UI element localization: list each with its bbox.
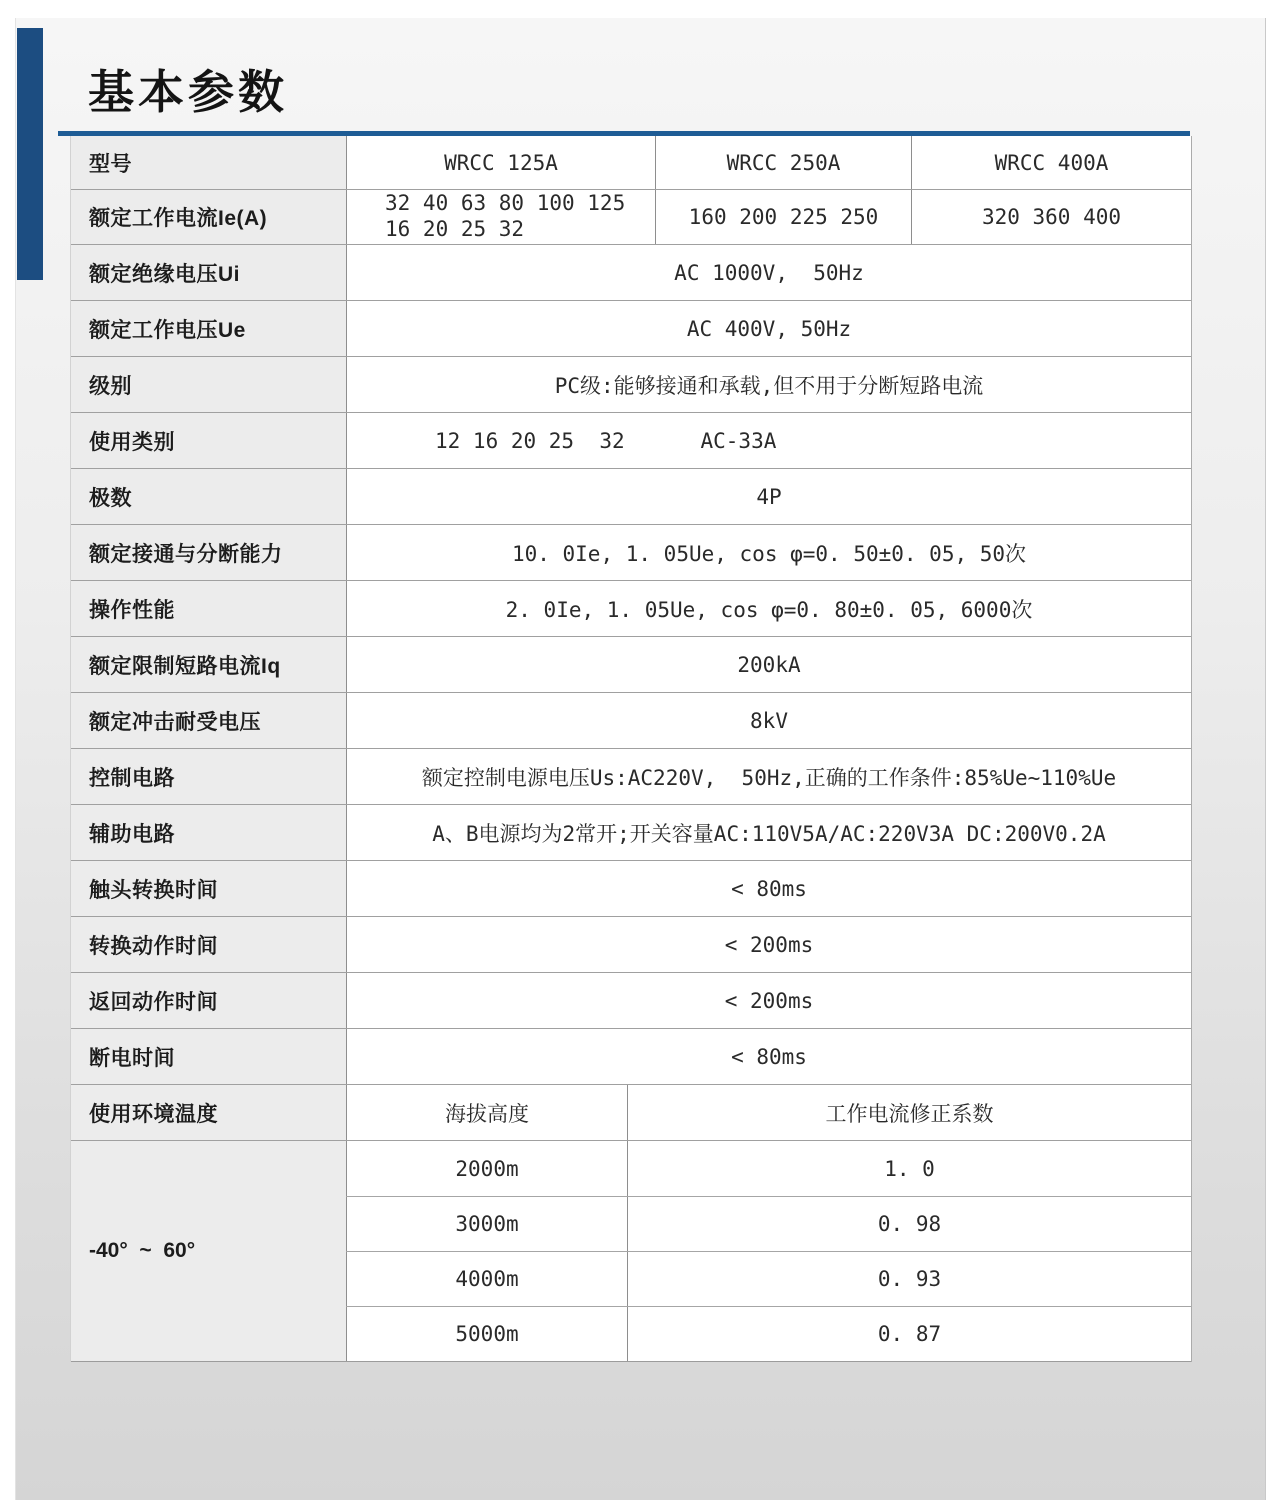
- row-value: AC 400V, 50Hz: [346, 301, 1191, 356]
- current-125a-line1: 32 40 63 80 100 125: [385, 191, 626, 215]
- model-cell-125a: WRCC 125A: [346, 136, 655, 189]
- altitude-header-cell: 海拔高度: [346, 1085, 627, 1140]
- table-row-contact-transfer-time: [71, 861, 1191, 917]
- row-value: 10. 0Ie, 1. 05Ue, cos φ=0. 50±0. 05, 50次: [346, 525, 1191, 580]
- table-row-poles: [71, 469, 1191, 525]
- row-value: 12 16 20 25 32 AC-33A: [346, 413, 1191, 468]
- table-row-impulse-withstand-voltage: [71, 693, 1191, 749]
- row-label: 转换动作时间: [71, 917, 346, 972]
- row-label: 返回动作时间: [71, 973, 346, 1028]
- row-value: 8kV: [346, 693, 1191, 748]
- coefficient-cell: 0. 93: [627, 1252, 1191, 1306]
- altitude-row: [346, 1251, 1191, 1306]
- altitude-coefficient-grid: [346, 1141, 1191, 1361]
- row-label: 额定冲击耐受电压: [71, 693, 346, 748]
- current-cell-250a: 160 200 225 250: [655, 190, 911, 244]
- row-value: 200kA: [346, 637, 1191, 692]
- altitude-row: [346, 1141, 1191, 1196]
- page-title: 基本参数: [88, 66, 288, 118]
- coefficient-cell: 1. 0: [627, 1141, 1191, 1196]
- altitude-cell: 3000m: [346, 1197, 627, 1251]
- table-row-transfer-action-time: [71, 917, 1191, 973]
- model-cell-400a: WRCC 400A: [911, 136, 1191, 189]
- table-row-operation-performance: [71, 581, 1191, 637]
- row-label: 额定限制短路电流Iq: [71, 637, 346, 692]
- current-cell-125a: [346, 190, 655, 244]
- table-row-limited-short-circuit-current: [71, 637, 1191, 693]
- left-accent-bar: [17, 28, 43, 280]
- row-value: < 200ms: [346, 917, 1191, 972]
- row-label: 级别: [71, 357, 346, 412]
- table-row-rated-current: [71, 190, 1191, 245]
- current-125a-line2: 16 20 25 32: [385, 217, 525, 241]
- spec-table: [70, 136, 1192, 1362]
- table-row-auxiliary-circuit: [71, 805, 1191, 861]
- table-row-class: [71, 357, 1191, 413]
- table-row-control-circuit: [71, 749, 1191, 805]
- row-label: 断电时间: [71, 1029, 346, 1084]
- current-cell-400a: 320 360 400: [911, 190, 1191, 244]
- altitude-cell: 2000m: [346, 1141, 627, 1196]
- row-label: 极数: [71, 469, 346, 524]
- row-value: < 80ms: [346, 1029, 1191, 1084]
- table-row-making-breaking-capacity: [71, 525, 1191, 581]
- temperature-range-cell: -40° ~ 60°: [71, 1141, 346, 1361]
- row-value: 额定控制电源电压Us:AC220V, 50Hz,正确的工作条件:85%Ue~110%Ue: [346, 749, 1191, 804]
- coefficient-cell: 0. 87: [627, 1307, 1191, 1361]
- table-row-insulation-voltage: [71, 245, 1191, 301]
- table-row-power-off-time: [71, 1029, 1191, 1085]
- row-value: 2. 0Ie, 1. 05Ue, cos φ=0. 80±0. 05, 6000次: [346, 581, 1191, 636]
- row-label: 控制电路: [71, 749, 346, 804]
- table-row-return-action-time: [71, 973, 1191, 1029]
- row-value: PC级:能够接通和承载,但不用于分断短路电流: [346, 357, 1191, 412]
- coefficient-cell: 0. 98: [627, 1197, 1191, 1251]
- row-label: 操作性能: [71, 581, 346, 636]
- table-row-environment-header: [71, 1085, 1191, 1141]
- row-label: 额定绝缘电压Ui: [71, 245, 346, 300]
- row-label-rated-current: 额定工作电流Ie(A): [71, 190, 346, 244]
- row-value: AC 1000V, 50Hz: [346, 245, 1191, 300]
- row-value: A、B电源均为2常开;开关容量AC:110V5A/AC:220V3A DC:200V0.2A: [346, 805, 1191, 860]
- coefficient-header-cell: 工作电流修正系数: [627, 1085, 1191, 1140]
- row-label: 触头转换时间: [71, 861, 346, 916]
- row-label: 使用类别: [71, 413, 346, 468]
- model-cell-250a: WRCC 250A: [655, 136, 911, 189]
- row-label: 辅助电路: [71, 805, 346, 860]
- table-row-working-voltage: [71, 301, 1191, 357]
- environment-body: [71, 1141, 1191, 1362]
- altitude-row: [346, 1196, 1191, 1251]
- row-label: 额定工作电压Ue: [71, 301, 346, 356]
- table-row-utilization-category: [71, 413, 1191, 469]
- altitude-cell: 4000m: [346, 1252, 627, 1306]
- row-label-model: 型号: [71, 136, 346, 189]
- altitude-row: [346, 1306, 1191, 1361]
- altitude-cell: 5000m: [346, 1307, 627, 1361]
- row-label-environment: 使用环境温度: [71, 1085, 346, 1140]
- row-value: < 200ms: [346, 973, 1191, 1028]
- table-row-model: [71, 136, 1191, 190]
- row-label: 额定接通与分断能力: [71, 525, 346, 580]
- row-value: 4P: [346, 469, 1191, 524]
- row-value: < 80ms: [346, 861, 1191, 916]
